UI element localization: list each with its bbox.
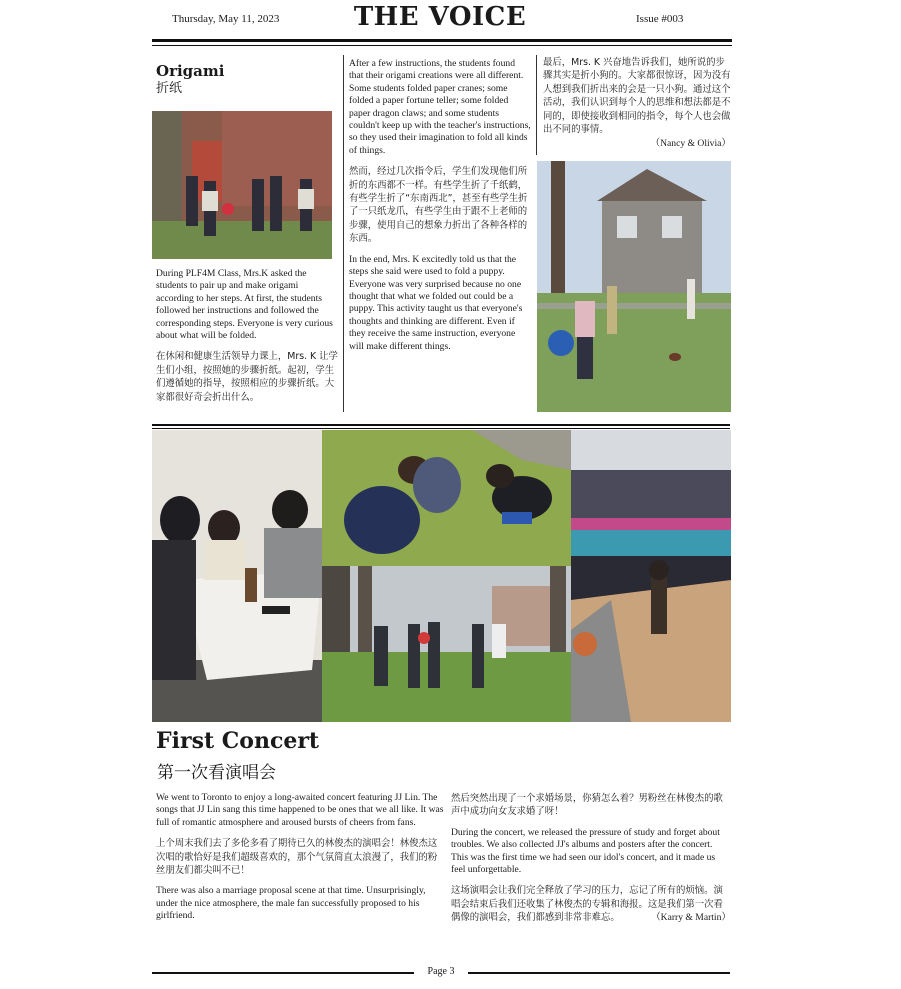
origami-col2-en2: In the end, Mrs. K excitedly told us that the steps she said were used to fold a puppy. Everyone was very surprised because no one thought that what we folded out could be a puppy. This activity taught us that everyone's thoughts and thinking are different. Even if they receive the same instruction, everyone will make different things.: [349, 253, 523, 352]
origami-col1-en: During PLF4M Class, Mrs.K asked the students to pair up and make origami according to her steps. At first, the students followed her instructions and followed the corresponding steps. Everyone is very curious about what will be folded.: [156, 268, 333, 342]
origami-col2-en1: After a few instructions, the students found that their origami creations were all different. Some students folded paper cranes; some folded a paper fortune teller; some folded paper dragon claws; and some students couldn't keep up with the teacher's instructions, so they used their imagination to fold all kinds of things.: [349, 58, 531, 156]
origami-col3: [543, 56, 731, 159]
origami-col2: [349, 58, 531, 361]
origami-col3-zh: 最后，Mrs. K 兴奋地告诉我们，她所说的步骤其实是折小狗的。大家都很惊讶，因为没有人想到我们折出来的会是一只小狗。通过这个活动，我们认识到每个人的思维和想法都是不同的，即使接收到相同的指令，每个人也会做出不同的事情。: [543, 57, 731, 136]
page-number: Page 3: [427, 966, 455, 977]
footer-rule-right: [468, 972, 730, 974]
photo-students-crouching-grass: [322, 430, 571, 566]
concert-col2-zh2: 这场演唱会让我们完全释放了学习的压力，忘记了所有的烦恼。演唱会结束后我们还收集了林俊杰的专辑和海报。这是我们第一次看偶像的演唱会，我们都感到非常非难忘。: [451, 885, 723, 924]
footer-rule-left: [152, 972, 414, 974]
photo-classroom-desk: [152, 430, 322, 722]
issue-number: Issue #003: [636, 13, 684, 25]
concert-col1-en2: There was also a marriage proposal scene at that time. Unsurprisingly, under the nice atmosphere, the male fan successfully proposed to his girlfriend.: [156, 885, 426, 922]
column-divider: [343, 55, 344, 412]
photo-bowling-alley: [571, 430, 731, 722]
concert-col1: [156, 792, 444, 931]
concert-col1-en1: We went to Toronto to enjoy a long-awaited concert featuring JJ Lin. The songs that JJ Lin sang this time happened to be ones that we all like. It was full of romantic atmosphere and aroused bursts of cheers from fans.: [156, 792, 444, 828]
photo-students-outdoor-origami: [152, 111, 332, 259]
issue-date: Thursday, May 11, 2023: [172, 13, 280, 25]
concert-credit: （Karry & Martin）: [651, 911, 731, 923]
header-rule-thick: [152, 39, 732, 42]
origami-title-zh: 折纸: [156, 81, 183, 96]
section-rule: [152, 424, 730, 426]
concert-col2-en: During the concert, we released the pressure of study and forget about troubles. We also collected JJ's albums and posters after the concert. This was the first time we had seen our idol's concert, and it made us feel unforgettable.: [451, 826, 720, 876]
concert-title: First Concert: [156, 728, 320, 754]
origami-title: Origami: [156, 62, 225, 80]
column-divider: [536, 55, 537, 155]
concert-col2-zh1: 然后突然出现了一个求婚场景，你猜怎么着？男粉丝在林俊杰的歌声中成功向女友求婚了呀！: [451, 793, 723, 818]
origami-credit: （Nancy & Olivia）: [650, 138, 731, 150]
concert-col2: [451, 792, 731, 932]
concert-title-zh: 第一次看演唱会: [157, 763, 276, 783]
newspaper-title: THE VOICE: [353, 2, 527, 32]
header-rule-thin: [152, 45, 732, 46]
origami-col2-zh: 然而，经过几次指令后，学生们发现他们所折的东西都不一样。有些学生折了千纸鹤，有些学生折了“东南西北”，甚至有些学生折了一只纸龙爪，有些学生由于跟不上老师的步骤，使用自己的想象力折出了各种各样的东西。: [349, 166, 528, 245]
photo-students-standing-park: [322, 566, 571, 722]
concert-col1-zh: 上个周末我们去了多伦多看了期待已久的林俊杰的演唱会！林俊杰这次唱的歌恰好是我们超级喜欢的，那个气氛简直太浪漫了，我们的粉丝朋友们都尖叫不已！: [156, 838, 438, 877]
section-rule-thin: [152, 428, 730, 429]
photo-students-frisbee-yard: [537, 161, 731, 412]
origami-col1-zh: 在休闲和健康生活领导力课上，Mrs. K 让学生们小组，按照她的步骤折纸。起初，学生们遵循她的指导，按照相应的步骤折纸。大家都很好奇会折出什么。: [156, 351, 338, 403]
origami-col1: [156, 268, 338, 412]
